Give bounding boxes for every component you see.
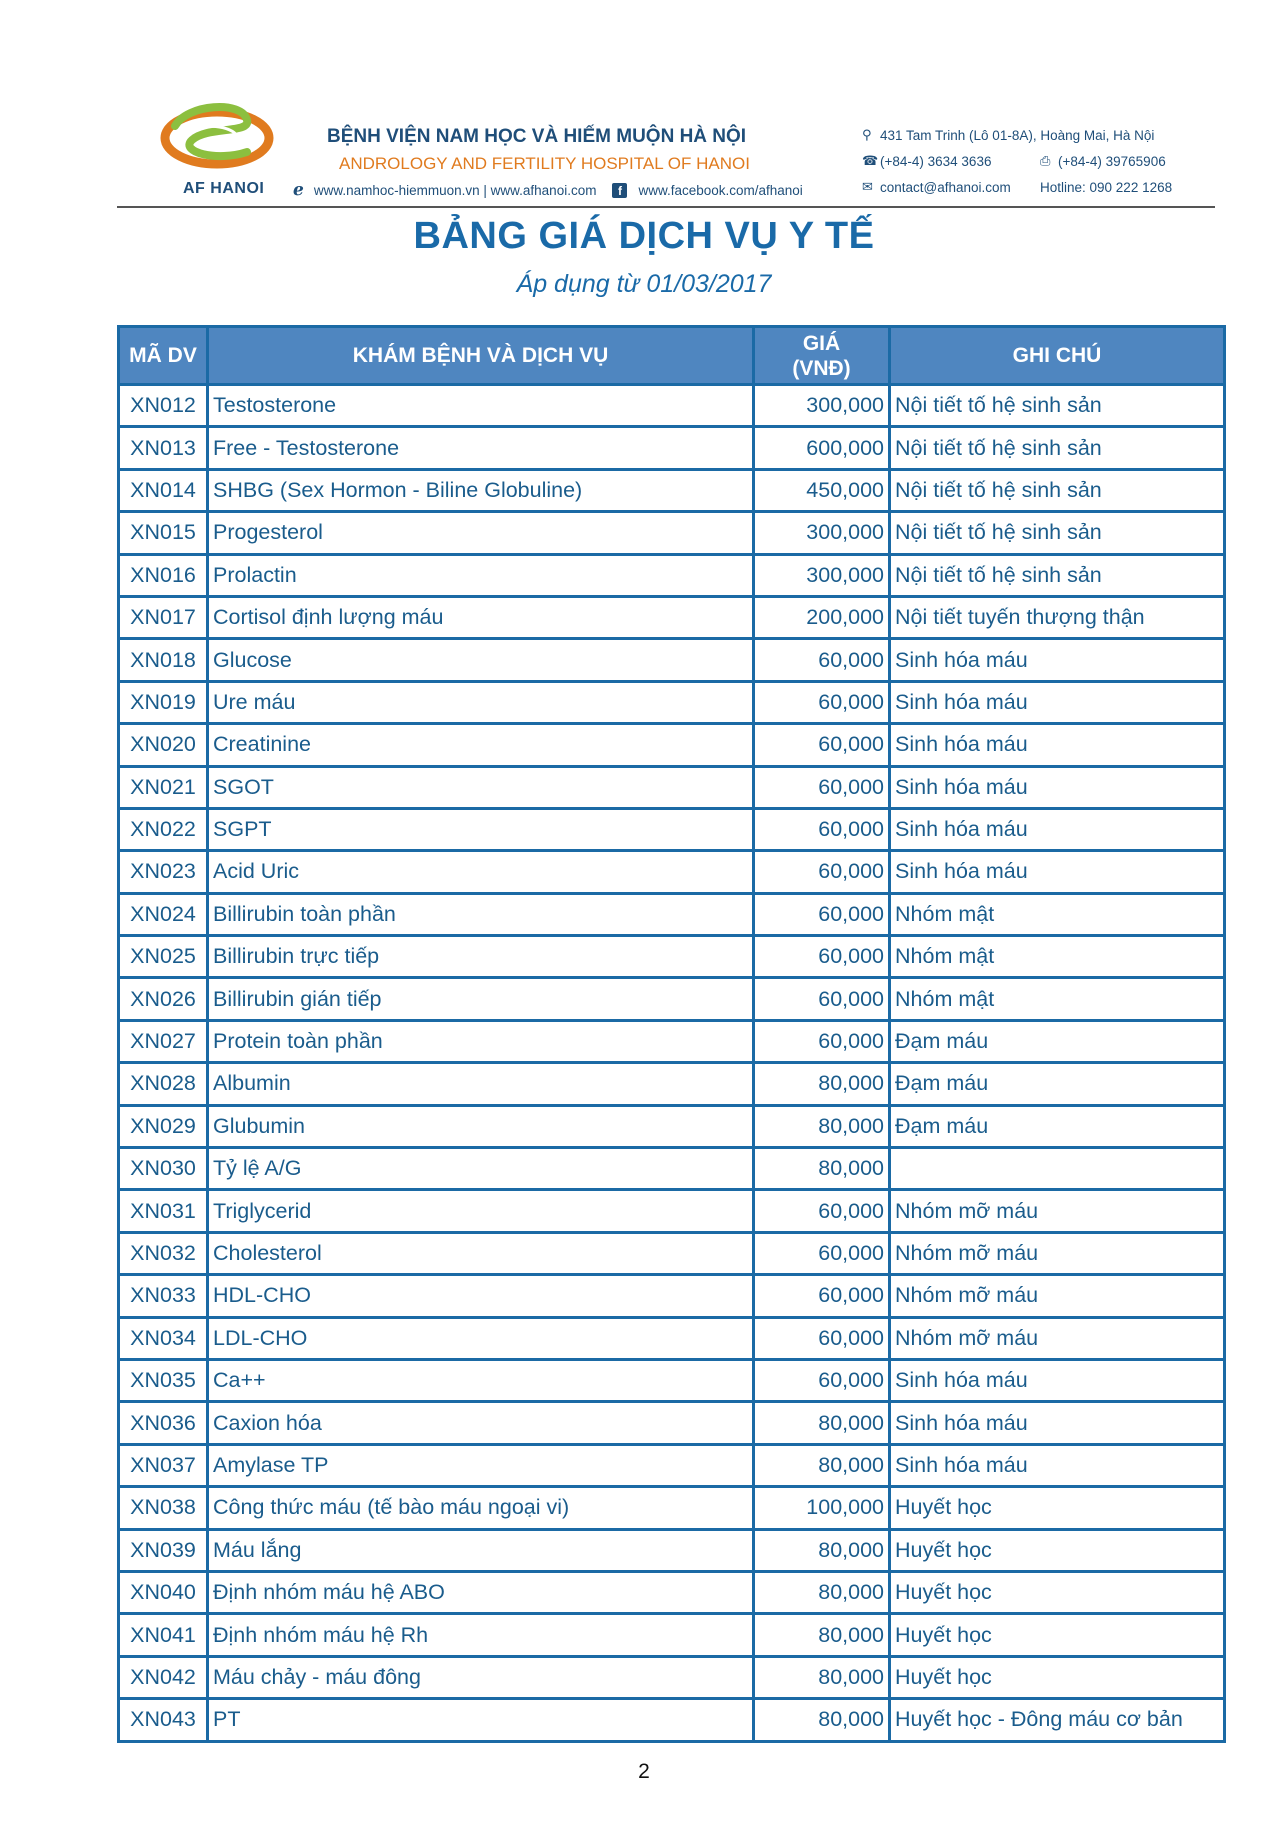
table-row (119, 1148, 1225, 1190)
cell-service: Công thức máu (tế bào máu ngoại vi) (208, 1487, 754, 1529)
cell-price: 60,000 (754, 1232, 890, 1274)
cell-price: 100,000 (754, 1487, 890, 1529)
email[interactable]: contact@afhanoi.com (880, 179, 1011, 195)
cell-code: XN019 (119, 681, 208, 723)
cell-service: Máu lắng (208, 1529, 754, 1571)
cell-price: 80,000 (754, 1148, 890, 1190)
cell-note: Huyết học (890, 1529, 1225, 1571)
cell-service: Progesterol (208, 512, 754, 554)
contact-block (862, 122, 1172, 200)
cell-service: Billirubin gián tiếp (208, 978, 754, 1020)
table-row (119, 724, 1225, 766)
cell-code: XN025 (119, 936, 208, 978)
table-row (119, 1317, 1225, 1359)
cell-code: XN043 (119, 1699, 208, 1741)
cell-code: XN039 (119, 1529, 208, 1571)
col-header-code: MÃ DV (119, 327, 208, 385)
cell-note: Nhóm mật (890, 978, 1225, 1020)
table-row (119, 851, 1225, 893)
table-row (119, 1571, 1225, 1613)
cell-service: Acid Uric (208, 851, 754, 893)
cell-price: 200,000 (754, 596, 890, 638)
cell-price: 300,000 (754, 385, 890, 427)
cell-price: 60,000 (754, 766, 890, 808)
cell-price: 80,000 (754, 1699, 890, 1741)
table-row (119, 936, 1225, 978)
cell-code: XN035 (119, 1359, 208, 1401)
table-row (119, 1232, 1225, 1274)
cell-service: Testosterone (208, 385, 754, 427)
table-row (119, 554, 1225, 596)
table-row (119, 1699, 1225, 1741)
cell-service: Creatinine (208, 724, 754, 766)
cell-note: Sinh hóa máu (890, 639, 1225, 681)
table-row (119, 1656, 1225, 1698)
cell-code: XN040 (119, 1571, 208, 1613)
cell-code: XN037 (119, 1444, 208, 1486)
cell-note: Sinh hóa máu (890, 808, 1225, 850)
cell-price: 600,000 (754, 427, 890, 469)
page-number: 2 (638, 1760, 650, 1783)
table-row (119, 978, 1225, 1020)
location-pin-icon: ⚲ (862, 127, 872, 142)
hospital-name-en: ANDROLOGY AND FERTILITY HOSPITAL OF HANOI (339, 154, 750, 173)
table-row (119, 427, 1225, 469)
cell-price: 60,000 (754, 978, 890, 1020)
cell-code: XN022 (119, 808, 208, 850)
cell-note: Nhóm mỡ máu (890, 1317, 1225, 1359)
table-row (119, 1402, 1225, 1444)
facebook-icon: f (612, 183, 627, 198)
cell-price: 80,000 (754, 1656, 890, 1698)
cell-service: Glubumin (208, 1105, 754, 1147)
cell-note: Nhóm mật (890, 936, 1225, 978)
cell-service: Albumin (208, 1063, 754, 1105)
website-links[interactable]: www.namhoc-hiemmuon.vn | www.afhanoi.com (313, 182, 597, 198)
address-row (862, 122, 1172, 148)
cell-service: Cholesterol (208, 1232, 754, 1274)
col-header-price (754, 327, 890, 385)
table-row (119, 808, 1225, 850)
fax-icon: ⎙ (1040, 153, 1051, 168)
cell-note: Sinh hóa máu (890, 1402, 1225, 1444)
cell-price: 60,000 (754, 1275, 890, 1317)
cell-note: Huyết học - Đông máu cơ bản (890, 1699, 1225, 1741)
table-row (119, 1487, 1225, 1529)
cell-price: 80,000 (754, 1105, 890, 1147)
cell-price: 60,000 (754, 639, 890, 681)
cell-note: Huyết học (890, 1614, 1225, 1656)
cell-service: Máu chảy - máu đông (208, 1656, 754, 1698)
table-row (119, 469, 1225, 511)
cell-code: XN026 (119, 978, 208, 1020)
table-row (119, 1105, 1225, 1147)
cell-price: 450,000 (754, 469, 890, 511)
cell-note: Nội tiết tố hệ sinh sản (890, 554, 1225, 596)
cell-price: 60,000 (754, 851, 890, 893)
table-row (119, 1063, 1225, 1105)
cell-note: Nhóm mỡ máu (890, 1275, 1225, 1317)
cell-note: Nội tiết tuyến thượng thận (890, 596, 1225, 638)
table-row (119, 1275, 1225, 1317)
table-row (119, 1529, 1225, 1571)
cell-service: Glucose (208, 639, 754, 681)
cell-code: XN038 (119, 1487, 208, 1529)
cell-note: Nội tiết tố hệ sinh sản (890, 385, 1225, 427)
table-row (119, 512, 1225, 554)
cell-price: 60,000 (754, 1359, 890, 1401)
af-hanoi-logo (147, 96, 277, 176)
hotline: Hotline: 090 222 1268 (1040, 179, 1173, 195)
table-row (119, 893, 1225, 935)
cell-note: Sinh hóa máu (890, 851, 1225, 893)
facebook-link[interactable]: www.facebook.com/afhanoi (638, 182, 803, 198)
table-row (119, 681, 1225, 723)
web-links (293, 180, 803, 200)
table-row (119, 639, 1225, 681)
cell-price: 60,000 (754, 1020, 890, 1062)
col-header-note: GHI CHÚ (890, 327, 1225, 385)
cell-price: 80,000 (754, 1444, 890, 1486)
effective-date: Áp dụng từ 01/03/2017 (516, 270, 772, 298)
cell-note: Nhóm mỡ máu (890, 1232, 1225, 1274)
cell-service: Billirubin toàn phần (208, 893, 754, 935)
email-row (862, 174, 1172, 200)
cell-note: Đạm máu (890, 1020, 1225, 1062)
cell-code: XN042 (119, 1656, 208, 1698)
cell-note: Sinh hóa máu (890, 766, 1225, 808)
cell-note: Huyết học (890, 1571, 1225, 1613)
cell-note: Sinh hóa máu (890, 724, 1225, 766)
cell-price: 60,000 (754, 681, 890, 723)
hospital-name-vn: BỆNH VIỆN NAM HỌC VÀ HIẾM MUỘN HÀ NỘI (327, 126, 747, 147)
col-header-service: KHÁM BỆNH VÀ DỊCH VỤ (208, 327, 754, 385)
cell-service: Ure máu (208, 681, 754, 723)
table-row (119, 385, 1225, 427)
email-icon: ✉ (862, 179, 873, 194)
cell-code: XN016 (119, 554, 208, 596)
cell-note: Nhóm mỡ máu (890, 1190, 1225, 1232)
cell-price: 60,000 (754, 893, 890, 935)
cell-price: 60,000 (754, 808, 890, 850)
cell-service: LDL-CHO (208, 1317, 754, 1359)
cell-price: 300,000 (754, 554, 890, 596)
phone-icon: ☎ (862, 153, 879, 168)
cell-note (890, 1148, 1225, 1190)
cell-code: XN012 (119, 385, 208, 427)
cell-service: Ca++ (208, 1359, 754, 1401)
cell-code: XN024 (119, 893, 208, 935)
cell-note: Huyết học (890, 1487, 1225, 1529)
cell-price: 300,000 (754, 512, 890, 554)
cell-code: XN027 (119, 1020, 208, 1062)
cell-code: XN028 (119, 1063, 208, 1105)
cell-service: Tỷ lệ A/G (208, 1148, 754, 1190)
cell-price: 60,000 (754, 936, 890, 978)
table-row (119, 1614, 1225, 1656)
phone-row (862, 148, 1172, 174)
cell-code: XN013 (119, 427, 208, 469)
cell-note: Sinh hóa máu (890, 1359, 1225, 1401)
cell-note: Sinh hóa máu (890, 1444, 1225, 1486)
cell-service: Protein toàn phần (208, 1020, 754, 1062)
cell-service: Triglycerid (208, 1190, 754, 1232)
cell-code: XN032 (119, 1232, 208, 1274)
cell-note: Đạm máu (890, 1063, 1225, 1105)
cell-service: Cortisol định lượng máu (208, 596, 754, 638)
table-row (119, 596, 1225, 638)
cell-service: Caxion hóa (208, 1402, 754, 1444)
cell-code: XN031 (119, 1190, 208, 1232)
cell-service: SHBG (Sex Hormon - Biline Globuline) (208, 469, 754, 511)
cell-price: 80,000 (754, 1571, 890, 1613)
cell-note: Huyết học (890, 1656, 1225, 1698)
cell-code: XN017 (119, 596, 208, 638)
cell-note: Nhóm mật (890, 893, 1225, 935)
cell-price: 80,000 (754, 1614, 890, 1656)
cell-code: XN023 (119, 851, 208, 893)
cell-note: Nội tiết tố hệ sinh sản (890, 469, 1225, 511)
table-body (119, 385, 1225, 1742)
cell-service: Định nhóm máu hệ ABO (208, 1571, 754, 1613)
cell-service: Amylase TP (208, 1444, 754, 1486)
cell-note: Nội tiết tố hệ sinh sản (890, 427, 1225, 469)
table-row (119, 1190, 1225, 1232)
cell-service: Prolactin (208, 554, 754, 596)
page-title: BẢNG GIÁ DỊCH VỤ Y TẾ (413, 215, 875, 257)
table-header-row (119, 327, 1225, 385)
cell-service: HDL-CHO (208, 1275, 754, 1317)
cell-price: 60,000 (754, 724, 890, 766)
phone: (+84-4) 3634 3636 (880, 153, 992, 169)
col-header-price-line2: (VNĐ) (792, 356, 851, 380)
cell-price: 60,000 (754, 1317, 890, 1359)
cell-code: XN041 (119, 1614, 208, 1656)
cell-price: 80,000 (754, 1529, 890, 1571)
cell-price: 60,000 (754, 1190, 890, 1232)
cell-code: XN034 (119, 1317, 208, 1359)
cell-code: XN033 (119, 1275, 208, 1317)
cell-service: Billirubin trực tiếp (208, 936, 754, 978)
cell-price: 80,000 (754, 1402, 890, 1444)
browser-icon: ℯ (293, 180, 304, 199)
price-table (117, 325, 1226, 1743)
cell-service: SGPT (208, 808, 754, 850)
cell-price: 80,000 (754, 1063, 890, 1105)
cell-note: Nội tiết tố hệ sinh sản (890, 512, 1225, 554)
logo-text: AF HANOI (183, 180, 265, 197)
cell-code: XN014 (119, 469, 208, 511)
cell-service: SGOT (208, 766, 754, 808)
table-row (119, 1444, 1225, 1486)
cell-code: XN015 (119, 512, 208, 554)
address: 431 Tam Trinh (Lô 01-8A), Hoàng Mai, Hà Nội (880, 127, 1155, 143)
cell-code: XN021 (119, 766, 208, 808)
cell-note: Đạm máu (890, 1105, 1225, 1147)
cell-note: Sinh hóa máu (890, 681, 1225, 723)
cell-service: PT (208, 1699, 754, 1741)
header-divider (117, 206, 1215, 208)
table-row (119, 1020, 1225, 1062)
cell-service: Free - Testosterone (208, 427, 754, 469)
cell-service: Định nhóm máu hệ Rh (208, 1614, 754, 1656)
col-header-price-line1: GIÁ (802, 331, 841, 355)
letterhead (117, 92, 1217, 210)
cell-code: XN020 (119, 724, 208, 766)
table-row (119, 1359, 1225, 1401)
cell-code: XN029 (119, 1105, 208, 1147)
fax: (+84-4) 39765906 (1058, 153, 1166, 169)
cell-code: XN036 (119, 1402, 208, 1444)
cell-code: XN030 (119, 1148, 208, 1190)
table-row (119, 766, 1225, 808)
cell-code: XN018 (119, 639, 208, 681)
